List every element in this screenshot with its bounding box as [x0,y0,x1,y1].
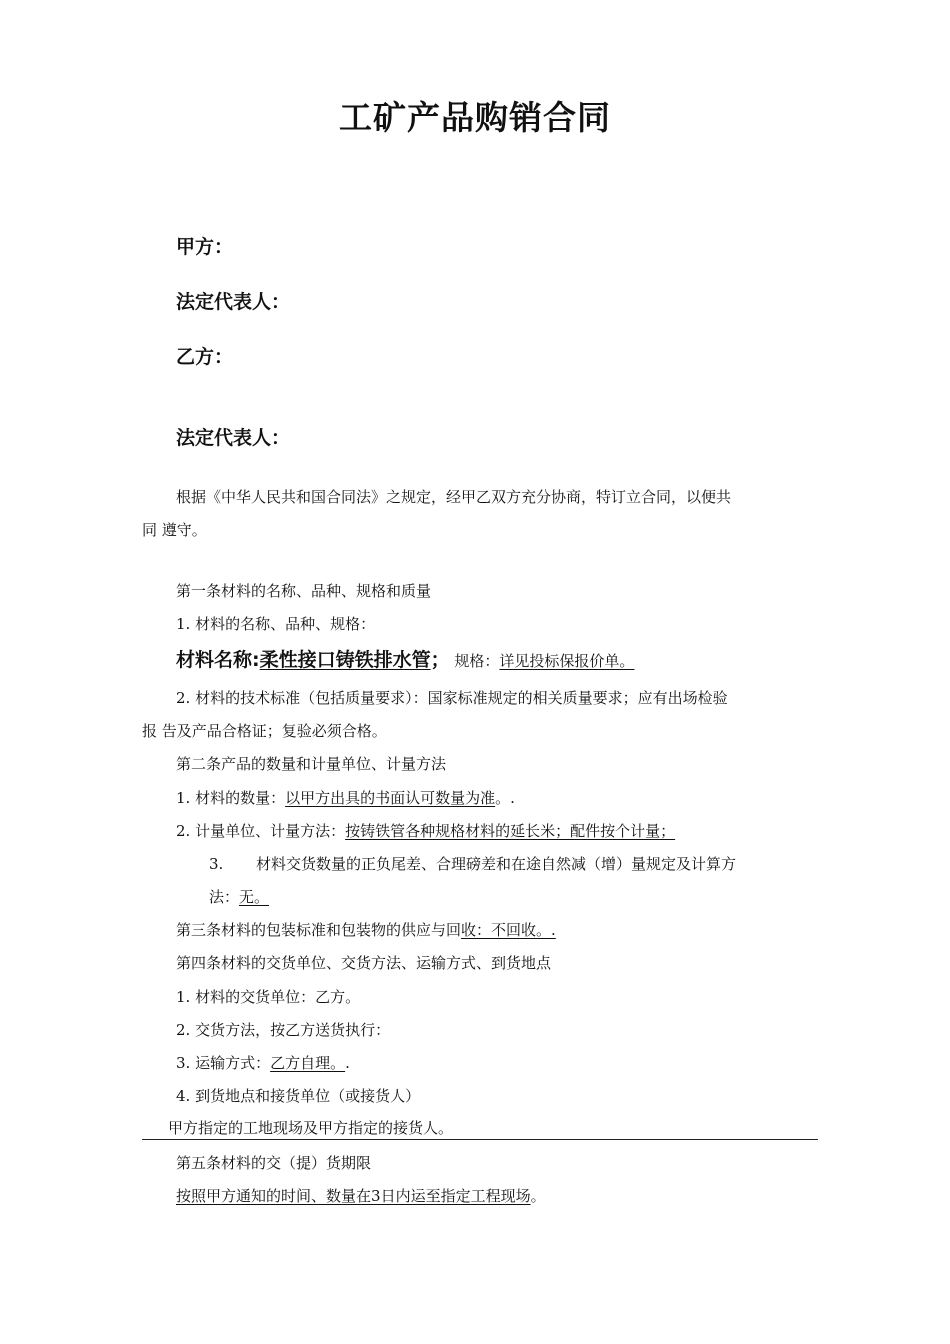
article-4-heading: 第四条材料的交货单位、交货方法、运输方式、到货地点 [176,954,552,972]
party-a-label: 甲方： [176,236,234,258]
method-label: 法： [209,888,240,906]
quantity-value: 以甲方出具的书面认可数量为准 [285,789,496,807]
document-title: 工矿产品购销合同 [339,98,611,137]
article-2-item-2 [176,821,675,841]
article-4-item-4-value: 甲方指定的工地现场及甲方指定的接货人。 [168,1119,454,1137]
article-5-value [176,1186,546,1206]
article-4-item-3 [176,1053,350,1073]
material-name-value: 柔性接口铸铁排水管 [259,649,431,671]
article-4-item-4: 4. 到货地点和接货单位（或接货人） [176,1087,421,1105]
divider-line [142,1139,818,1140]
article-2-heading: 第二条产品的数量和计量单位、计量方法 [176,755,447,773]
method-value: 无。 [239,888,270,906]
party-b-label: 乙方： [176,346,234,368]
article-1-item-2-line-1: 2. 材料的技术标准（包括质量要求）：国家标准规定的相关质量要求；应有出场检验 [176,689,728,707]
article-2-item-3-number: 3. [209,855,224,873]
specification-label: 规格： [449,652,500,670]
delivery-period-tail: 日内运至指定工程现场 [380,1187,531,1205]
delivery-period-end: 。 [530,1187,546,1205]
party-b-representative-label: 法定代表人： [176,427,291,449]
article-3-value: 收：不回收。. [461,921,556,939]
article-1-item-2-line-2: 报 告及产品合格证；复验必须合格。 [142,722,387,740]
transport-value: 乙方自理。 [270,1054,346,1072]
material-name-row [176,648,634,673]
material-name-separator: ； [430,649,450,671]
measurement-label: 2. 计量单位、计量方法： [176,822,346,840]
intro-line-1: 根据《中华人民共和国合同法》之规定，经甲乙双方充分协商，特订立合同，以便共 [176,488,732,506]
transport-label: 3. 运输方式： [176,1054,271,1072]
party-a-representative-label: 法定代表人： [176,291,291,313]
article-3-text: 第三条材料的包装标准和包装物的供应与回 [176,921,462,939]
material-name-label: 材料名称: [176,649,260,671]
delivery-period-days: 3 [371,1187,381,1205]
quantity-label: 1. 材料的数量： [176,789,286,807]
article-3 [176,920,556,940]
article-2-item-3-text: 材料交货数量的正负尾差、合理磅差和在途自然减（增）量规定及计算方 [256,855,737,873]
article-1-item-1: 1. 材料的名称、品种、规格： [176,615,376,633]
article-4-item-1: 1. 材料的交货单位：乙方。 [176,988,361,1006]
article-1-heading: 第一条材料的名称、品种、规格和质量 [176,582,432,600]
transport-tail: . [345,1054,350,1072]
article-2-item-3-method [209,887,269,907]
measurement-value: 按铸铁管各种规格材料的延长米；配件按个计量； [345,822,676,840]
specification-value: 详见投标保报价单。 [499,652,635,670]
article-2-item-1 [176,788,515,808]
article-4-item-2: 2. 交货方法，按乙方送货执行： [176,1021,391,1039]
intro-line-2: 同 遵守。 [142,521,207,539]
article-5-heading: 第五条材料的交（提）货期限 [176,1154,372,1172]
delivery-period-text: 按照甲方通知的时间、数量在 [176,1187,372,1205]
quantity-tail: 。. [495,789,515,807]
